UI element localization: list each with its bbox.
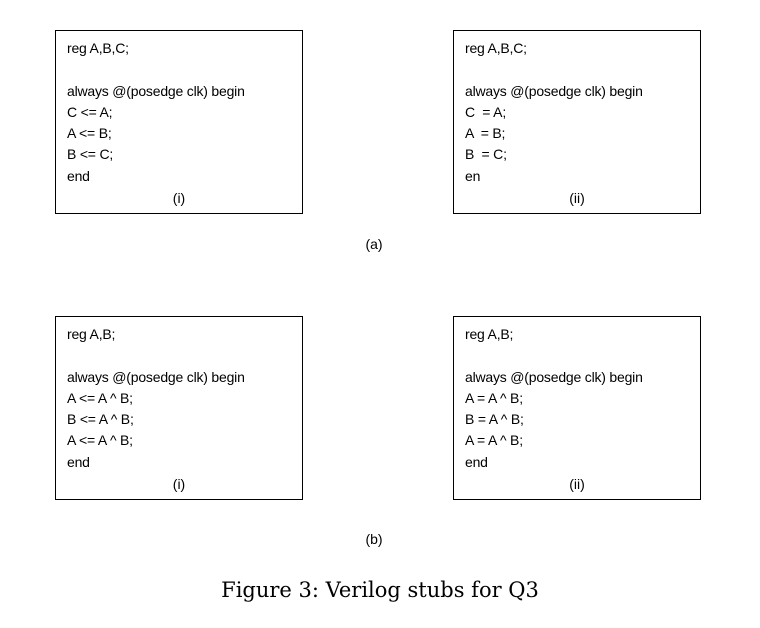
code-line: A <= A ^ B; — [67, 389, 133, 406]
code-line: always @(posedge clk) begin — [67, 368, 245, 385]
box-label: (i) — [172, 190, 186, 206]
box-label: (ii) — [569, 476, 585, 492]
figure-caption: Figure 3: Verilog stubs for Q3 — [221, 578, 539, 602]
code-line: C = A; — [465, 103, 507, 120]
code-line: B = C; — [465, 146, 507, 163]
code-line: A <= A ^ B; — [67, 432, 133, 449]
code-line: A = B; — [465, 125, 506, 142]
code-line — [465, 59, 643, 80]
code-lines — [67, 38, 245, 187]
code-line: B = A ^ B; — [465, 411, 524, 428]
code-line — [67, 345, 245, 366]
code-lines — [465, 38, 643, 187]
code-line: always @(posedge clk) begin — [67, 82, 245, 99]
code-box-b-i — [55, 316, 303, 500]
sublabel-b: (b) — [365, 531, 383, 547]
code-line: reg A,B,C; — [67, 40, 129, 56]
code-line: reg A,B,C; — [465, 40, 527, 56]
code-line: reg A,B; — [67, 326, 116, 342]
code-line: always @(posedge clk) begin — [465, 368, 643, 385]
code-line: A = A ^ B; — [465, 432, 523, 449]
code-line: en — [465, 167, 481, 184]
code-box-b-ii — [453, 316, 701, 500]
code-line: B <= C; — [67, 146, 114, 163]
code-line — [465, 345, 643, 366]
code-line: end — [67, 453, 90, 470]
code-line: A <= B; — [67, 125, 112, 142]
code-line: always @(posedge clk) begin — [465, 82, 643, 99]
code-box-a-i — [55, 30, 303, 214]
code-line: end — [465, 453, 488, 470]
box-label: (ii) — [569, 190, 585, 206]
box-label: (i) — [172, 476, 186, 492]
code-line: end — [67, 167, 90, 184]
code-lines — [465, 324, 643, 473]
code-line: B <= A ^ B; — [67, 411, 134, 428]
code-line: reg A,B; — [465, 326, 514, 342]
code-box-a-ii — [453, 30, 701, 214]
code-lines — [67, 324, 245, 473]
sublabel-a: (a) — [365, 236, 383, 252]
code-line: C <= A; — [67, 103, 113, 120]
code-line — [67, 59, 245, 80]
code-line: A = A ^ B; — [465, 389, 523, 406]
